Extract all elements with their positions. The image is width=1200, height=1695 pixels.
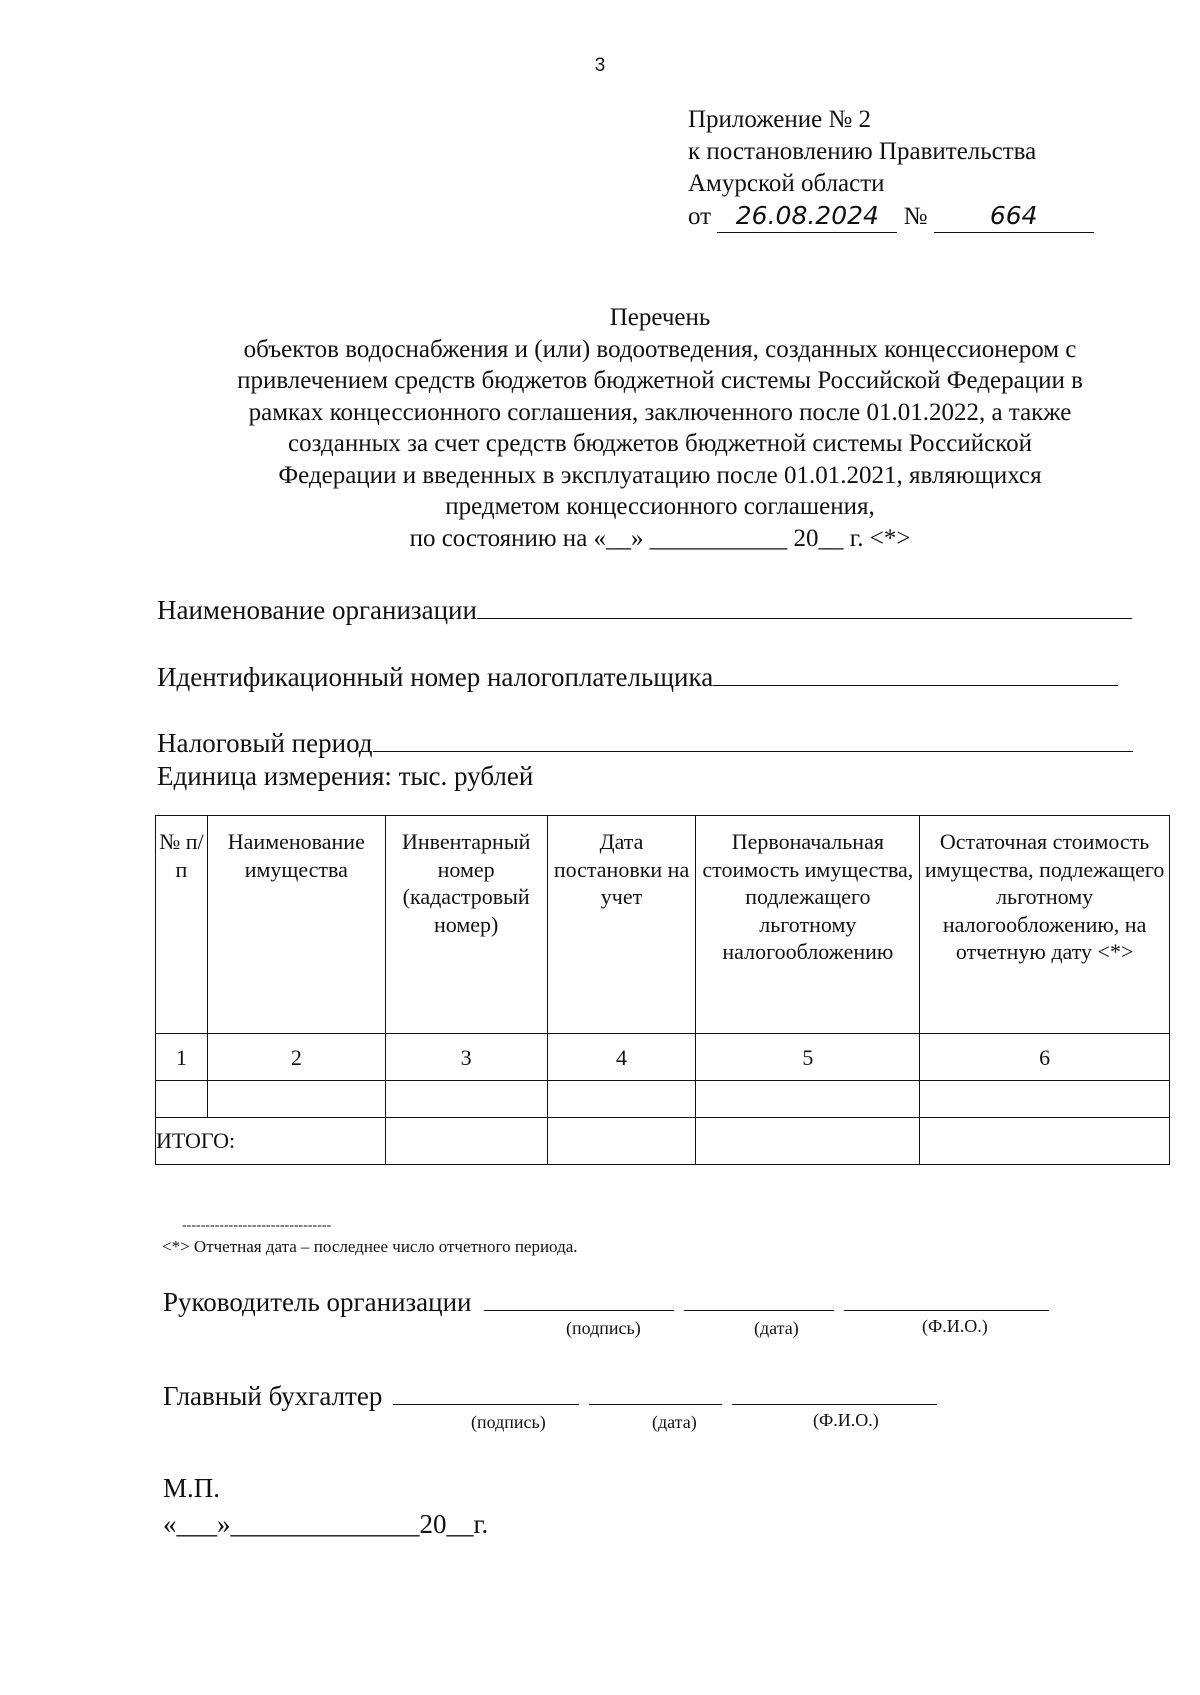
table-cell[interactable] — [920, 1081, 1170, 1118]
stamp-mark: М.П. — [163, 1473, 221, 1503]
handwritten-number: 664 — [934, 200, 1094, 233]
handwritten-date: 26.08.2024 — [717, 200, 897, 233]
accountant-label: Главный бухгалтер — [163, 1381, 383, 1411]
head-signature-blank[interactable] — [484, 1286, 674, 1311]
title-line: предметом концессионного соглашения, — [445, 493, 875, 520]
header-cell: Первоначальная стоимость имущества, подлежащего льготному налогообложению — [696, 816, 920, 1034]
appendix-block — [688, 104, 1094, 233]
unit-line: Единица измерения: тыс. рублей — [157, 761, 534, 791]
accountant-caption-date: (дата) — [652, 1412, 697, 1432]
table-header-row — [156, 816, 1170, 1034]
header-cell: Инвентарный номер (кадастровый номер) — [385, 816, 547, 1034]
page-number: 3 — [594, 55, 606, 76]
head-caption-date: (дата) — [754, 1318, 799, 1338]
organization-field — [157, 592, 1132, 627]
accountant-caption-signature: (подпись) — [471, 1412, 546, 1432]
property-table — [155, 815, 1170, 1165]
appendix-date-line — [688, 200, 1094, 233]
column-number: 5 — [696, 1034, 920, 1081]
column-number: 4 — [547, 1034, 696, 1081]
date-prefix: от — [688, 203, 712, 230]
title-line: объектов водоснабжения и (или) водоотведения, созданных концессионером с — [243, 335, 1077, 363]
document-title — [150, 302, 1170, 554]
header-cell: Остаточная стоимость имущества, подлежащего льготному налогообложению, на отчетную дату <*> — [920, 816, 1170, 1034]
accountant-date-blank[interactable] — [589, 1380, 722, 1405]
head-caption-signature: (подпись) — [566, 1318, 641, 1338]
table-cell[interactable] — [547, 1081, 696, 1118]
table-cell[interactable] — [385, 1081, 547, 1118]
table-cell[interactable] — [696, 1081, 920, 1118]
tax-period-field — [157, 725, 1133, 760]
stamp-block — [163, 1470, 488, 1542]
accountant-signature-blank[interactable] — [393, 1380, 579, 1405]
header-cell: Дата постановки на учет — [547, 816, 696, 1034]
accountant-signature-line — [163, 1380, 937, 1412]
tax-period-label: Налоговый период — [157, 728, 373, 758]
inn-blank[interactable] — [713, 659, 1118, 686]
stamp-date-line: «___»______________20__г. — [163, 1509, 489, 1539]
table-cell[interactable] — [696, 1118, 920, 1165]
appendix-line-2: к постановлению Правительства — [688, 138, 1037, 165]
column-number: 1 — [156, 1034, 208, 1081]
table-total-row — [156, 1118, 1170, 1165]
accountant-caption-name: (Ф.И.О.) — [813, 1410, 879, 1430]
title-line: Федерации и введенных в эксплуатацию после 01.01.2021, являющихся — [278, 461, 1042, 489]
head-label: Руководитель организации — [163, 1287, 472, 1317]
title-line: созданных за счет средств бюджетов бюджетной системы Российской — [288, 430, 1032, 457]
footnote-text: <*> Отчетная дата – последнее число отчетного периода. — [162, 1237, 578, 1256]
head-caption-name: (Ф.И.О.) — [922, 1316, 988, 1336]
title-heading: Перечень — [609, 304, 711, 331]
head-signature-line — [163, 1286, 1049, 1318]
header-cell: № п/п — [156, 816, 208, 1034]
appendix-line-3: Амурской области — [688, 170, 885, 197]
title-line: рамках концессионного соглашения, заключенного после 01.01.2022, а также — [248, 398, 1072, 426]
table-number-row — [156, 1034, 1170, 1081]
head-date-blank[interactable] — [684, 1286, 834, 1311]
table-cell[interactable] — [156, 1081, 208, 1118]
total-label: ИТОГО: — [156, 1118, 386, 1165]
column-number: 2 — [207, 1034, 385, 1081]
head-name-blank[interactable] — [844, 1286, 1049, 1311]
table-cell[interactable] — [547, 1118, 696, 1165]
table-row — [156, 1081, 1170, 1118]
title-line: привлечением средств бюджетов бюджетной системы Российской Федерации в — [237, 367, 1083, 394]
tax-period-blank[interactable] — [373, 725, 1133, 752]
as-of-date-line: по состоянию на «__» ___________ 20__ г. <*> — [409, 524, 911, 552]
column-number: 6 — [920, 1034, 1170, 1081]
number-prefix: № — [903, 203, 928, 230]
footnote-divider: -------------------------------- — [182, 1218, 332, 1233]
organization-label: Наименование организации — [157, 595, 477, 625]
table-cell[interactable] — [207, 1081, 385, 1118]
accountant-name-blank[interactable] — [732, 1380, 937, 1405]
inn-label: Идентификационный номер налогоплательщика — [157, 662, 714, 692]
appendix-line-1: Приложение № 2 — [688, 106, 872, 133]
table-cell[interactable] — [920, 1118, 1170, 1165]
header-cell: Наименование имущества — [207, 816, 385, 1034]
table-cell[interactable] — [385, 1118, 547, 1165]
organization-blank[interactable] — [477, 592, 1132, 619]
inn-field — [157, 659, 1118, 694]
column-number: 3 — [385, 1034, 547, 1081]
